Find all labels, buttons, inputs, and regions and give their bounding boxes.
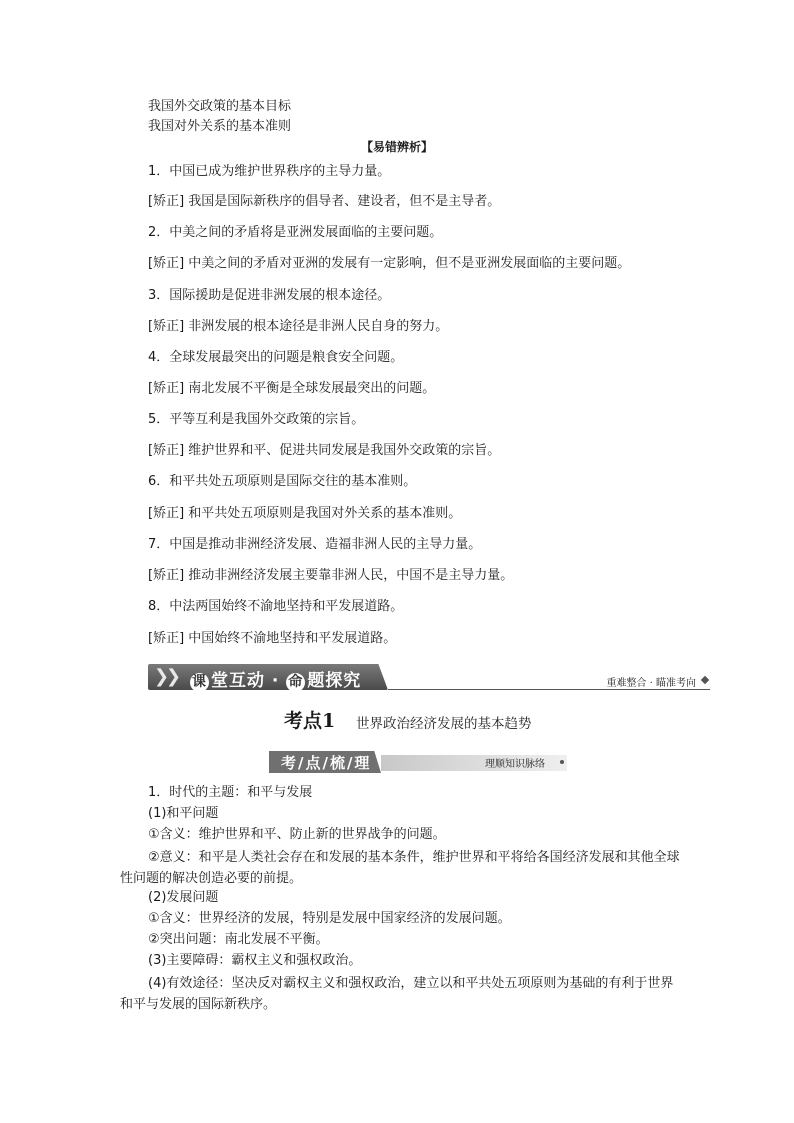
development-meaning: ①含义：世界经济的发展，特别是发展中国家经济的发展问题。 [148,911,511,926]
chevron-right-icon: ❯ [154,666,170,687]
item-1-correction: [矫正] 我国是国际新秩序的倡导者、建设者，但不是主导者。 [148,194,501,209]
banner-text-2: 题探究 [307,671,362,691]
peace-meaning: ①含义：维护世界和平、防止新的世界战争的问题。 [148,827,446,842]
peace-label: (1)和平问题 [148,806,219,821]
item-4-correction: [矫正] 南北发展不平衡是全球发展最突出的问题。 [148,381,436,396]
item-1-statement: 1．中国已成为维护世界秩序的主导力量。 [148,164,391,179]
item-2-correction: [矫正] 中美之间的矛盾对亚洲的发展有一定影响，但不是亚洲发展面临的主要问题。 [148,256,631,271]
peace-significance: ②意义：和平是人类社会存在和发展的基本条件，维护世界和平将给各国经济发展和其他全球性问题的解决创造必要的前提。 [120,850,680,886]
item-3-statement: 3．国际援助是促进非洲发展的根本途径。 [148,288,391,303]
item-5-correction: [矫正] 维护世界和平、促进共同发展是我国外交政策的宗旨。 [148,443,501,458]
item-5-statement: 5．平等互利是我国外交政策的宗旨。 [148,412,365,427]
development-label: (2)发展问题 [148,890,219,905]
chevron-right-icon: ❯ [166,666,182,687]
item-6-statement: 6．和平共处五项原则是国际交往的基本准则。 [148,474,417,489]
banner-circle-char: 命 [288,674,304,690]
dot-icon [560,760,564,764]
effective-approach: (4)有效途径：坚决反对霸权主义和强权政治，建立以和平共处五项原则为基础的有利于世界和平与发展的国际新秩序。 [120,976,674,1012]
item-4-statement: 4．全球发展最突出的问题是粮食安全问题。 [148,350,404,365]
item-7-correction: [矫正] 推动非洲经济发展主要靠非洲人民，中国不是主导力量。 [148,568,514,583]
banner-title [190,666,361,692]
item-8-correction: [矫正] 中国始终不渝地坚持和平发展道路。 [148,631,397,646]
banner-separator: · [271,671,280,691]
review-banner-title: 考/点/梳/理 [281,754,372,772]
banner-underline [388,689,710,690]
banner-circle-char: 课 [192,674,207,690]
item-8-statement: 8．中法两国始终不渝地坚持和平发展道路。 [148,599,404,614]
principle-line: 我国对外关系的基本准则 [148,119,292,134]
banner-text-1: 堂互动 [211,671,265,691]
item-6-correction: [矫正] 和平共处五项原则是我国对外关系的基本准则。 [148,506,462,521]
content-heading: 1．时代的主题：和平与发展 [148,785,313,800]
diamond-icon [701,676,709,684]
review-banner [269,751,569,773]
classroom-banner [148,664,710,692]
review-banner-subtitle: 理顺知识脉络 [485,759,545,770]
goal-line: 我国外交政策的基本目标 [148,99,292,114]
item-3-correction: [矫正] 非洲发展的根本途径是非洲人民自身的努力。 [148,319,449,334]
item-7-statement: 7．中国是推动非洲经济发展、造福非洲人民的主导力量。 [148,537,482,552]
section-label: 考点1 [284,710,336,732]
main-obstacle: (3)主要障碍：霸权主义和强权政治。 [148,953,362,968]
banner-subtitle: 重难整合 · 瞄准考向 [606,678,696,689]
error-analysis-heading: 【易错辨析】 [360,140,433,154]
section-title: 世界政治经济发展的基本趋势 [356,716,532,732]
development-issue: ②突出问题：南北发展不平衡。 [148,932,329,947]
item-2-statement: 2．中美之间的矛盾将是亚洲发展面临的主要问题。 [148,225,443,240]
